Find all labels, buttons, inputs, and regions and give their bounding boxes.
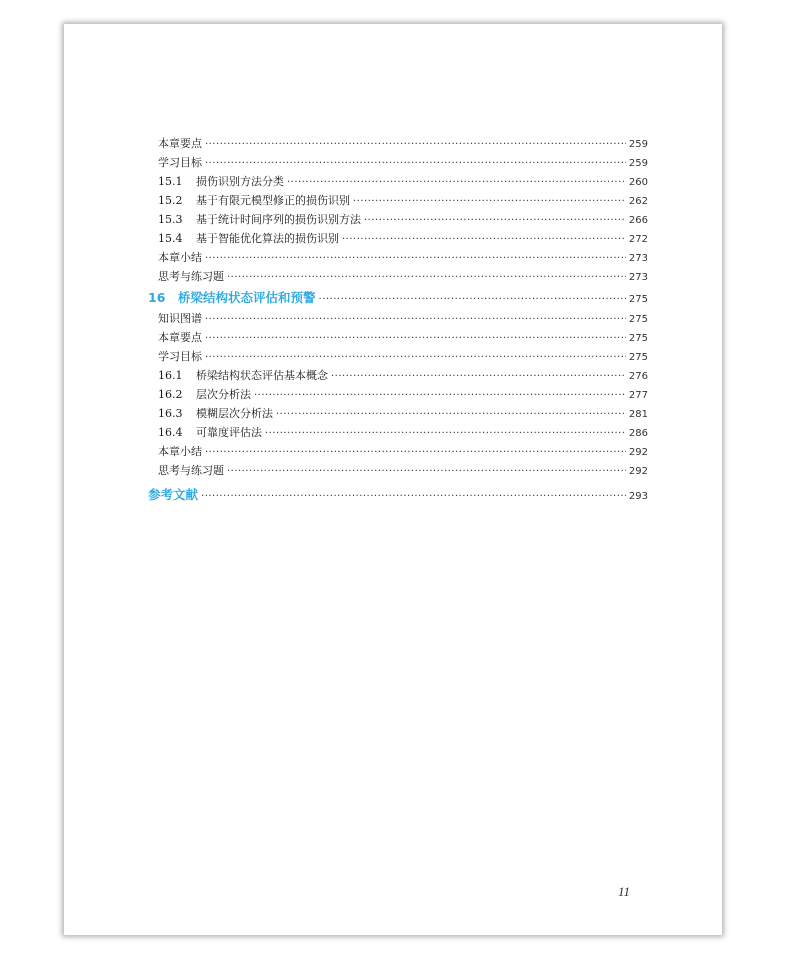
page-number: 11 (618, 884, 631, 899)
toc-entry-number: 15.1 (158, 175, 183, 188)
toc-entry-title: 思考与练习题 (158, 270, 224, 283)
toc-entry[interactable] (148, 328, 648, 347)
dot-leader (254, 386, 626, 405)
toc-entry[interactable] (148, 309, 648, 328)
toc-entry-title: 思考与练习题 (158, 464, 224, 477)
toc-entry[interactable] (148, 191, 648, 210)
toc-entry-page: 281 (628, 409, 648, 420)
toc-entry-page: 275 (628, 352, 648, 363)
dot-leader (227, 268, 626, 287)
toc-entry[interactable] (148, 442, 648, 461)
toc-entry-number: 15.3 (158, 213, 183, 226)
dot-leader (287, 173, 626, 192)
dot-leader (201, 486, 626, 508)
toc-entry-title: 可靠度评估法 (196, 426, 262, 439)
dot-leader (205, 329, 626, 348)
toc-entry-title: 基于有限元模型修正的损伤识别 (196, 194, 350, 207)
toc-entry[interactable] (148, 461, 648, 480)
toc-entry-title: 学习目标 (158, 350, 202, 363)
toc-chapter-entry[interactable] (148, 287, 648, 309)
toc-entry[interactable] (148, 229, 648, 248)
toc-entry-title: 本章要点 (158, 137, 202, 150)
toc-entry-page: 266 (628, 215, 648, 226)
toc-entry-title: 基于统计时间序列的损伤识别方法 (196, 213, 361, 226)
toc-entry-page: 275 (628, 333, 648, 344)
toc-entry-page: 259 (628, 139, 648, 150)
toc-chapter-entry[interactable] (148, 484, 648, 506)
toc-entry-number: 15.4 (158, 232, 183, 245)
toc-entry-page: 262 (628, 196, 648, 207)
toc-entry-title: 桥梁结构状态评估基本概念 (196, 369, 328, 382)
toc-entry[interactable] (148, 423, 648, 442)
dot-leader (353, 192, 626, 211)
toc-entry-page: 286 (628, 428, 648, 439)
dot-leader (205, 310, 626, 329)
toc-entry[interactable] (148, 134, 648, 153)
toc-entry-page: 275 (628, 294, 648, 305)
toc-entry-page: 260 (628, 177, 648, 188)
table-of-contents (148, 134, 648, 506)
toc-entry-title: 层次分析法 (196, 388, 251, 401)
toc-entry-page: 275 (628, 314, 648, 325)
toc-entry-title: 参考文献 (148, 487, 199, 502)
toc-entry-page: 273 (628, 272, 648, 283)
toc-entry[interactable] (148, 210, 648, 229)
dot-leader (319, 289, 626, 311)
toc-entry-number: 16.2 (158, 388, 183, 401)
dot-leader (342, 230, 626, 249)
toc-entry-title: 本章小结 (158, 445, 202, 458)
toc-entry-page: 273 (628, 253, 648, 264)
toc-entry-title: 学习目标 (158, 156, 202, 169)
toc-entry-page: 292 (628, 447, 648, 458)
toc-entry[interactable] (148, 248, 648, 267)
toc-entry-page: 259 (628, 158, 648, 169)
dot-leader (265, 424, 626, 443)
toc-entry-page: 272 (628, 234, 648, 245)
dot-leader (205, 135, 626, 154)
toc-entry-title: 本章要点 (158, 331, 202, 344)
toc-entry-title: 基于智能优化算法的损伤识别 (196, 232, 339, 245)
dot-leader (276, 405, 626, 424)
document-page (64, 24, 722, 935)
toc-entry-title: 桥梁结构状态评估和预警 (178, 290, 316, 305)
toc-entry-page: 292 (628, 466, 648, 477)
toc-entry-number: 16 (148, 290, 166, 305)
toc-entry[interactable] (148, 366, 648, 385)
toc-entry-number: 16.1 (158, 369, 183, 382)
toc-entry-page: 293 (628, 491, 648, 502)
dot-leader (205, 249, 626, 268)
toc-entry[interactable] (148, 347, 648, 366)
toc-entry[interactable] (148, 404, 648, 423)
toc-entry[interactable] (148, 172, 648, 191)
toc-entry-title: 知识图谱 (158, 312, 202, 325)
toc-entry-title: 损伤识别方法分类 (196, 175, 284, 188)
toc-entry-page: 276 (628, 371, 648, 382)
dot-leader (205, 443, 626, 462)
toc-entry-number: 16.4 (158, 426, 183, 439)
toc-entry[interactable] (148, 385, 648, 404)
toc-entry[interactable] (148, 267, 648, 286)
toc-entry-number: 16.3 (158, 407, 183, 420)
toc-entry-title: 模糊层次分析法 (196, 407, 273, 420)
toc-entry[interactable] (148, 153, 648, 172)
dot-leader (364, 211, 626, 230)
dot-leader (205, 154, 626, 173)
dot-leader (205, 348, 626, 367)
toc-entry-title: 本章小结 (158, 251, 202, 264)
dot-leader (331, 367, 626, 386)
toc-entry-page: 277 (628, 390, 648, 401)
dot-leader (227, 462, 626, 481)
toc-entry-number: 15.2 (158, 194, 183, 207)
